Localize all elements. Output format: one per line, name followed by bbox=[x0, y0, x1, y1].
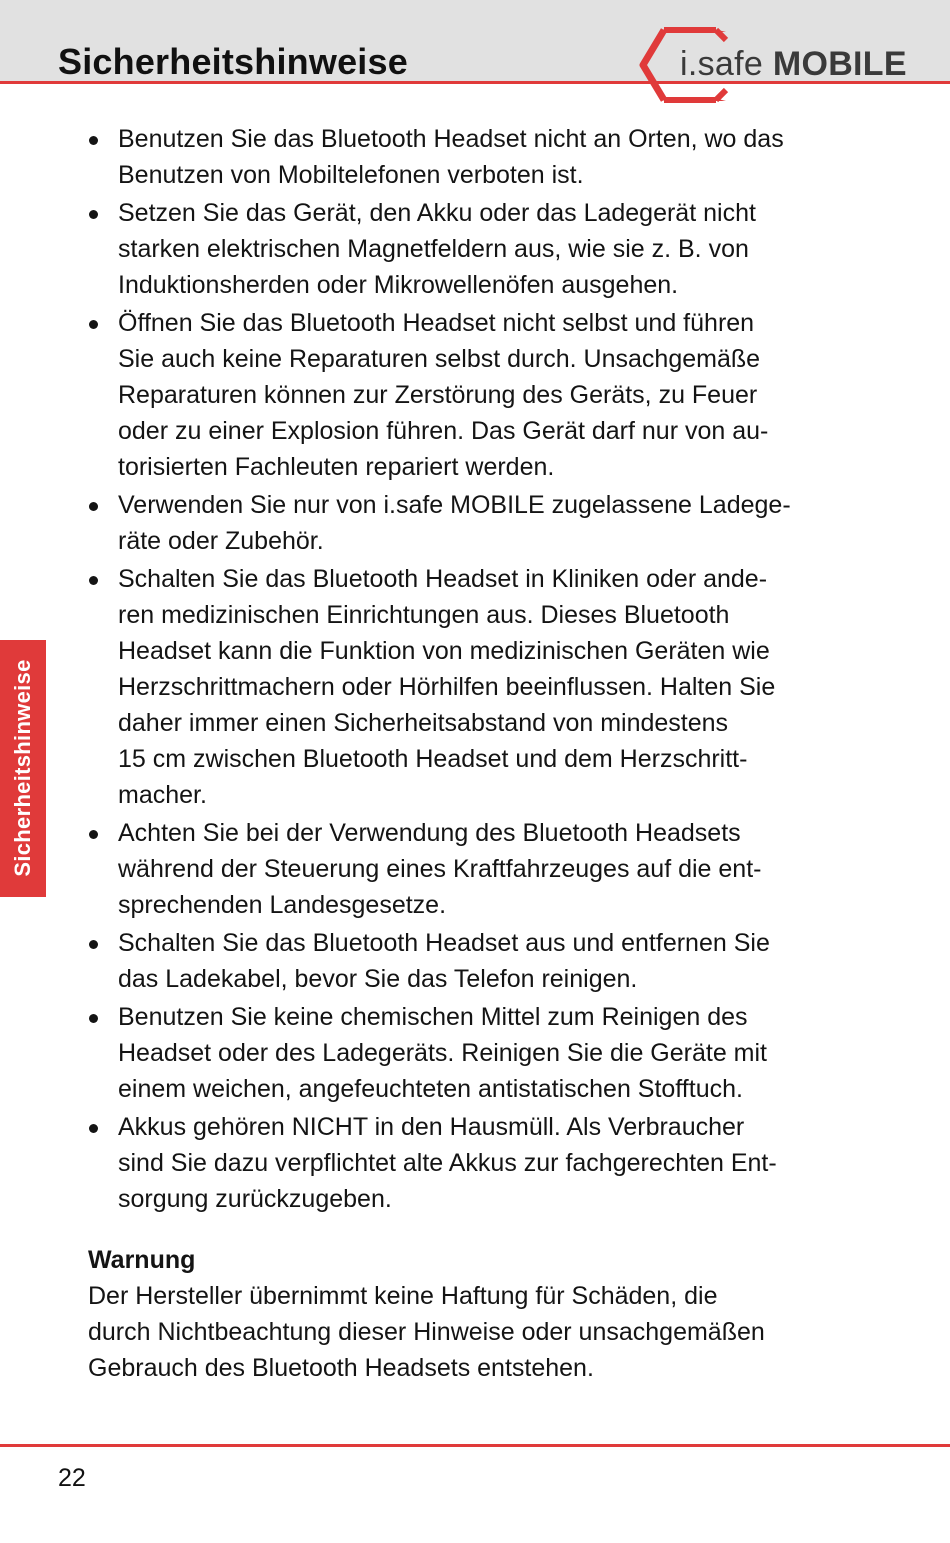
warning-text-line: Gebrauch des Bluetooth Headsets entstehen. bbox=[88, 1354, 594, 1382]
bullet-icon bbox=[89, 210, 98, 219]
list-item-text: Benutzen Sie das Bluetooth Headset nicht an Orten, wo das bbox=[118, 125, 784, 153]
logo-text: i.safe MOBILE bbox=[680, 45, 907, 83]
list-item bbox=[86, 487, 846, 559]
list-item-text: torisierten Fachleuten repariert werden. bbox=[118, 453, 555, 481]
list-item-text: sind Sie dazu verpflichtet alte Akkus zur fachgerechten Ent- bbox=[118, 1149, 777, 1177]
bullet-icon bbox=[89, 320, 98, 329]
list-item-text: während der Steuerung eines Kraftfahrzeuges auf die ent- bbox=[118, 855, 762, 883]
list-item bbox=[86, 561, 846, 813]
safety-content bbox=[86, 121, 846, 1219]
warning-title: Warnung bbox=[88, 1246, 196, 1274]
list-item bbox=[86, 815, 846, 923]
list-item-text: Benutzen Sie keine chemischen Mittel zum Reinigen des bbox=[118, 1003, 748, 1031]
list-item-text: Akkus gehören NICHT in den Hausmüll. Als Verbraucher bbox=[118, 1113, 745, 1141]
list-item-text: macher. bbox=[118, 781, 207, 809]
warning-text bbox=[88, 1278, 848, 1386]
side-tab-label: Sicherheitshinweise bbox=[10, 659, 35, 877]
list-item-text: Schalten Sie das Bluetooth Headset in Kliniken oder ande- bbox=[118, 565, 768, 593]
bullet-icon bbox=[89, 1124, 98, 1133]
list-item-text: ren medizinischen Einrichtungen aus. Dieses Bluetooth bbox=[118, 601, 730, 629]
list-item bbox=[86, 121, 846, 193]
bullet-icon bbox=[89, 830, 98, 839]
list-item-text: räte oder Zubehör. bbox=[118, 527, 324, 555]
bullet-icon bbox=[89, 1014, 98, 1023]
list-item-text: Herzschrittmachern oder Hörhilfen beeinflussen. Halten Sie bbox=[118, 673, 776, 701]
bullet-icon bbox=[89, 136, 98, 145]
list-item bbox=[86, 305, 846, 485]
list-item-text: Setzen Sie das Gerät, den Akku oder das Ladegerät nicht bbox=[118, 199, 756, 227]
bullet-icon bbox=[89, 940, 98, 949]
list-item-text: Öffnen Sie das Bluetooth Headset nicht selbst und führen bbox=[118, 309, 755, 337]
list-item-text: starken elektrischen Magnetfeldern aus, wie sie z. B. von bbox=[118, 235, 749, 263]
list-item-text: Headset kann die Funktion von medizinischen Geräten wie bbox=[118, 637, 770, 665]
list-item-text: einem weichen, angefeuchteten antistatischen Stofftuch. bbox=[118, 1075, 743, 1103]
list-item-text: Sie auch keine Reparaturen selbst durch. Unsachgemäße bbox=[118, 345, 761, 373]
list-item bbox=[86, 195, 846, 303]
list-item-text: Verwenden Sie nur von i.safe MOBILE zugelassene Ladege- bbox=[118, 491, 791, 519]
list-item-text: Induktionsherden oder Mikrowellenöfen ausgehen. bbox=[118, 271, 679, 299]
side-tab bbox=[0, 640, 46, 897]
list-item bbox=[86, 999, 846, 1107]
list-item-text: sorgung zurückzugeben. bbox=[118, 1185, 392, 1213]
list-item bbox=[86, 925, 846, 997]
safety-bullet-list bbox=[86, 121, 846, 1217]
list-item-text: das Ladekabel, bevor Sie das Telefon reinigen. bbox=[118, 965, 638, 993]
footer-divider bbox=[0, 1444, 950, 1447]
list-item-text: 15 cm zwischen Bluetooth Headset und dem Herzschritt- bbox=[118, 745, 748, 773]
bullet-icon bbox=[89, 502, 98, 511]
list-item-text: daher immer einen Sicherheitsabstand von mindestens bbox=[118, 709, 729, 737]
list-item bbox=[86, 1109, 846, 1217]
list-item-text: oder zu einer Explosion führen. Das Gerät darf nur von au- bbox=[118, 417, 769, 445]
warning-text-line: Der Hersteller übernimmt keine Haftung für Schäden, die bbox=[88, 1282, 718, 1310]
list-item-text: sprechenden Landesgesetze. bbox=[118, 891, 447, 919]
list-item-text: Achten Sie bei der Verwendung des Bluetooth Headsets bbox=[118, 819, 741, 847]
list-item-text: Benutzen von Mobiltelefonen verboten ist. bbox=[118, 161, 584, 189]
list-item-text: Reparaturen können zur Zerstörung des Geräts, zu Feuer bbox=[118, 381, 758, 409]
list-item-text: Schalten Sie das Bluetooth Headset aus und entfernen Sie bbox=[118, 929, 770, 957]
bullet-icon bbox=[89, 576, 98, 585]
warning-text-line: durch Nichtbeachtung dieser Hinweise oder unsachgemäßen bbox=[88, 1318, 765, 1346]
warning-section bbox=[88, 1242, 848, 1386]
page-number: 22 bbox=[58, 1464, 86, 1492]
list-item-text: Headset oder des Ladegeräts. Reinigen Sie die Geräte mit bbox=[118, 1039, 767, 1067]
page-title: Sicherheitshinweise bbox=[58, 41, 408, 82]
